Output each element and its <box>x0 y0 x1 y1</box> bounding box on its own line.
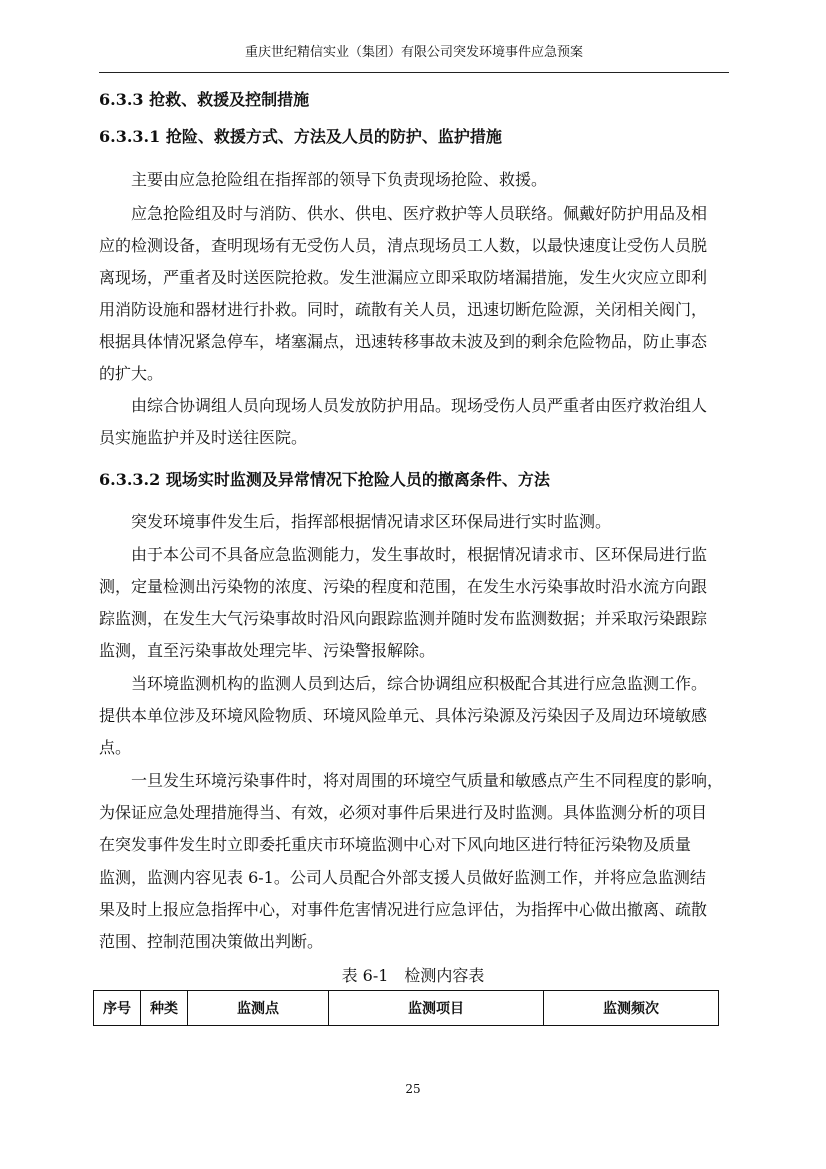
column-header-monitoring-frequency: 监测频次 <box>544 991 719 1026</box>
paragraph-line: 应的检测设备，查明现场有无受伤人员，清点现场员工人数，以最快速度让受伤人员脱 <box>99 236 708 255</box>
column-header-monitoring-point: 监测点 <box>188 991 329 1026</box>
paragraph-line: 点。 <box>99 738 132 757</box>
paragraph-line: 提供本单位涉及环境风险物质、环境风险单元、具体污染源及污染因子及周边环境敏感 <box>99 706 708 725</box>
paragraph-line: 由于本公司不具备应急监测能力，发生事故时，根据情况请求市、区环保局进行监 <box>131 545 708 564</box>
paragraph-line: 当环境监测机构的监测人员到达后，综合协调组应积极配合其进行应急监测工作。 <box>131 674 708 693</box>
page-number: 25 <box>405 1082 421 1096</box>
subsection-heading-1: 6.3.3.1 抢险、救援方式、方法及人员的防护、监护措施 <box>99 127 502 146</box>
paragraph-line: 监测，直至污染事故处理完毕、污染警报解除。 <box>99 641 436 660</box>
paragraph-line: 的扩大。 <box>99 364 164 383</box>
column-header-type: 种类 <box>141 991 188 1026</box>
paragraph-line: 在突发事件发生时立即委托重庆市环境监测中心对下风向地区进行特征污染物及质量 <box>99 835 692 854</box>
paragraph-line: 离现场，严重者及时送医院抢救。发生泄漏应立即采取防堵漏措施，发生火灾应立即利 <box>99 268 708 287</box>
monitoring-table <box>93 990 719 1026</box>
subsection-heading-2: 6.3.3.2 现场实时监测及异常情况下抢险人员的撤离条件、方法 <box>99 470 550 489</box>
paragraph-line: 监测，监测内容见表 6-1。公司人员配合外部支援人员做好监测工作，并将应急监测结 <box>99 868 706 887</box>
paragraph-line: 一旦发生环境污染事件时，将对周围的环境空气质量和敏感点产生不同程度的影响， <box>131 771 724 790</box>
table-header-row <box>94 991 719 1026</box>
paragraph-line: 由综合协调组人员向现场人员发放防护用品。现场受伤人员严重者由医疗救治组人 <box>131 396 708 415</box>
section-heading: 6.3.3 抢救、救援及控制措施 <box>99 90 310 109</box>
paragraph-line: 为保证应急处理措施得当、有效，必须对事件后果进行及时监测。具体监测分析的项目 <box>99 803 708 822</box>
column-header-index: 序号 <box>94 991 141 1026</box>
paragraph-line: 果及时上报应急指挥中心，对事件危害情况进行应急评估，为指挥中心做出撤离、疏散 <box>99 900 708 919</box>
paragraph-line: 员实施监护并及时送往医院。 <box>99 428 308 447</box>
paragraph-line: 踪监测，在发生大气污染事故时沿风向跟踪监测并随时发布监测数据；并采取污染跟踪 <box>99 609 708 628</box>
column-header-monitoring-item: 监测项目 <box>329 991 544 1026</box>
page-header: 重庆世纪精信实业（集团）有限公司突发环境事件应急预案 <box>99 44 729 73</box>
paragraph-line: 用消防设施和器材进行扑救。同时，疏散有关人员，迅速切断危险源，关闭相关阀门， <box>99 300 708 319</box>
paragraph-line: 根据具体情况紧急停车，堵塞漏点，迅速转移事故未波及到的剩余危险物品，防止事态 <box>99 332 708 351</box>
table-caption: 表 6-1 检测内容表 <box>341 966 485 985</box>
paragraph-line: 主要由应急抢险组在指挥部的领导下负责现场抢险、救援。 <box>131 170 548 189</box>
paragraph-line: 应急抢险组及时与消防、供水、供电、医疗救护等人员联络。佩戴好防护用品及相 <box>131 204 708 223</box>
paragraph-line: 突发环境事件发生后，指挥部根据情况请求区环保局进行实时监测。 <box>131 512 612 531</box>
paragraph-line: 范围、控制范围决策做出判断。 <box>99 932 324 951</box>
paragraph-line: 测，定量检测出污染物的浓度、污染的程度和范围，在发生水污染事故时沿水流方向跟 <box>99 577 708 596</box>
